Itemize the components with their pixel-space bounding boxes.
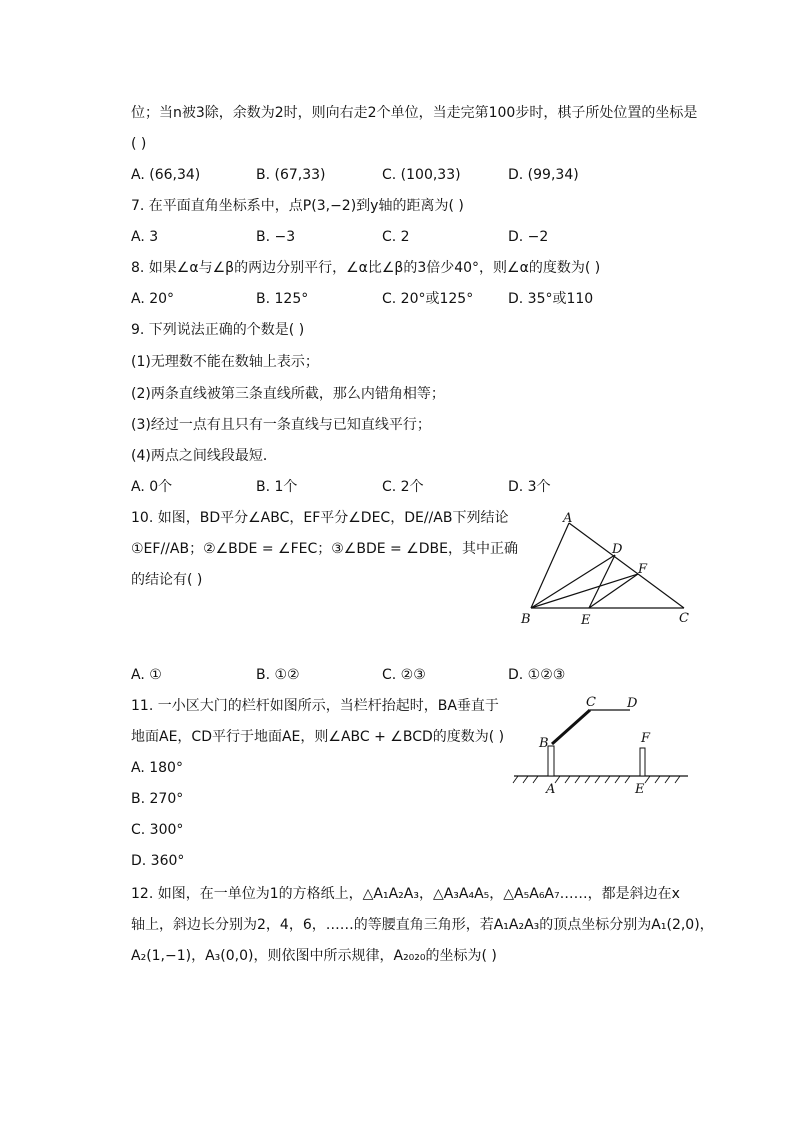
q11-gate-figure — [510, 692, 695, 802]
q9-statement-4: (4)两点之间线段最短． — [131, 448, 277, 464]
q10-stem-line1: 10. 如图，BD平分∠ABC，EF平分∠DEC，DE//AB下列结论 — [131, 510, 509, 526]
q9-statement-2: (2)两条直线被第三条直线所截，那么内错角相等； — [131, 386, 445, 402]
q6-option-a: A. (66,34) — [131, 167, 201, 183]
post-ab — [548, 746, 554, 776]
q7-option-c: C. 2 — [382, 229, 410, 245]
q10-option-b: B. ①② — [256, 667, 300, 683]
q7-option-b: B. −3 — [256, 229, 296, 245]
q6-option-d: D. (99,34) — [508, 167, 579, 183]
q8-option-d: D. 35°或110 — [508, 291, 594, 307]
q10-option-d: D. ①②③ — [508, 667, 566, 683]
q7-option-a: A. 3 — [131, 229, 159, 245]
q10-stem-line3: 的结论有( ) — [131, 572, 203, 588]
q11-stem-line1: 11. 一小区大门的栏杆如图所示，当栏杆抬起时，BA垂直于 — [131, 698, 499, 714]
q7-option-d: D. −2 — [508, 229, 549, 245]
q9-statement-3: (3)经过一点有且只有一条直线与已知直线平行； — [131, 417, 431, 433]
q9-option-d: D. 3个 — [508, 479, 551, 495]
segment-ab — [531, 523, 569, 608]
label-c: C — [679, 611, 689, 626]
q9-stem: 9. 下列说法正确的个数是( ) — [131, 322, 305, 338]
label-e: E — [581, 613, 591, 628]
label-a: A — [546, 782, 556, 797]
q10-stem-line2: ①EF//AB；②∠BDE = ∠FEC；③∠BDE = ∠DBE，其中正确 — [131, 541, 518, 557]
label-d: D — [627, 696, 638, 711]
q12-stem-line1: 12. 如图，在一单位为1的方格纸上，△A₁A₂A₃，△A₃A₄A₅，△A₅A₆A₇……，都是斜边在x — [131, 886, 680, 902]
q10-option-a: A. ① — [131, 667, 162, 683]
q9-option-b: B. 1个 — [256, 479, 298, 495]
q10-option-c: C. ②③ — [382, 667, 426, 683]
q11-option-a: A. 180° — [131, 760, 183, 776]
segment-ac — [569, 523, 684, 608]
q8-option-b: B. 125° — [256, 291, 309, 307]
label-a: A — [563, 511, 573, 526]
q12-stem-line2: 轴上，斜边长分别为2，4，6，……的等腰直角三角形，若A₁A₂A₃的顶点坐标分别为A₁(2,0)， — [131, 917, 714, 933]
label-b: B — [539, 736, 549, 751]
q8-stem: 8. 如果∠α与∠β的两边分别平行，∠α比∠β的3倍少40°，则∠α的度数为( ) — [131, 260, 601, 276]
q9-option-c: C. 2个 — [382, 479, 424, 495]
ground-hatching — [513, 776, 680, 783]
q10-triangle-figure — [512, 505, 702, 635]
q8-option-c: C. 20°或125° — [382, 291, 474, 307]
q8-option-a: A. 20° — [131, 291, 175, 307]
q9-option-a: A. 0个 — [131, 479, 173, 495]
q11-option-d: D. 360° — [131, 853, 185, 869]
q6-stem-line1: 位；当n被3除，余数为2时，则向右走2个单位，当走完第100步时，棋子所处位置的坐标是 — [131, 105, 698, 121]
q7-stem: 7. 在平面直角坐标系中，点P(3,−2)到y轴的距离为( ) — [131, 198, 464, 214]
label-f: F — [641, 731, 651, 746]
q6-option-c: C. (100,33) — [382, 167, 461, 183]
q9-statement-1: (1)无理数不能在数轴上表示； — [131, 354, 319, 370]
q6-stem-line2: ( ) — [131, 136, 147, 152]
label-c: C — [586, 695, 596, 710]
q12-stem-line3: A₂(1,−1)，A₃(0,0)，则依图中所示规律，A₂₀₂₀的坐标为( ) — [131, 948, 497, 964]
segment-bf — [531, 574, 638, 608]
q11-option-b: B. 270° — [131, 791, 184, 807]
segment-ef — [589, 574, 638, 608]
label-e: E — [635, 782, 645, 797]
q11-option-c: C. 300° — [131, 822, 184, 838]
label-d: D — [612, 542, 623, 557]
q11-stem-line2: 地面AE，CD平行于地面AE，则∠ABC + ∠BCD的度数为( ) — [131, 729, 505, 745]
bar-bc — [552, 710, 590, 744]
post-ef — [640, 748, 645, 776]
q6-option-b: B. (67,33) — [256, 167, 326, 183]
label-b: B — [521, 612, 531, 627]
label-f: F — [638, 562, 648, 577]
